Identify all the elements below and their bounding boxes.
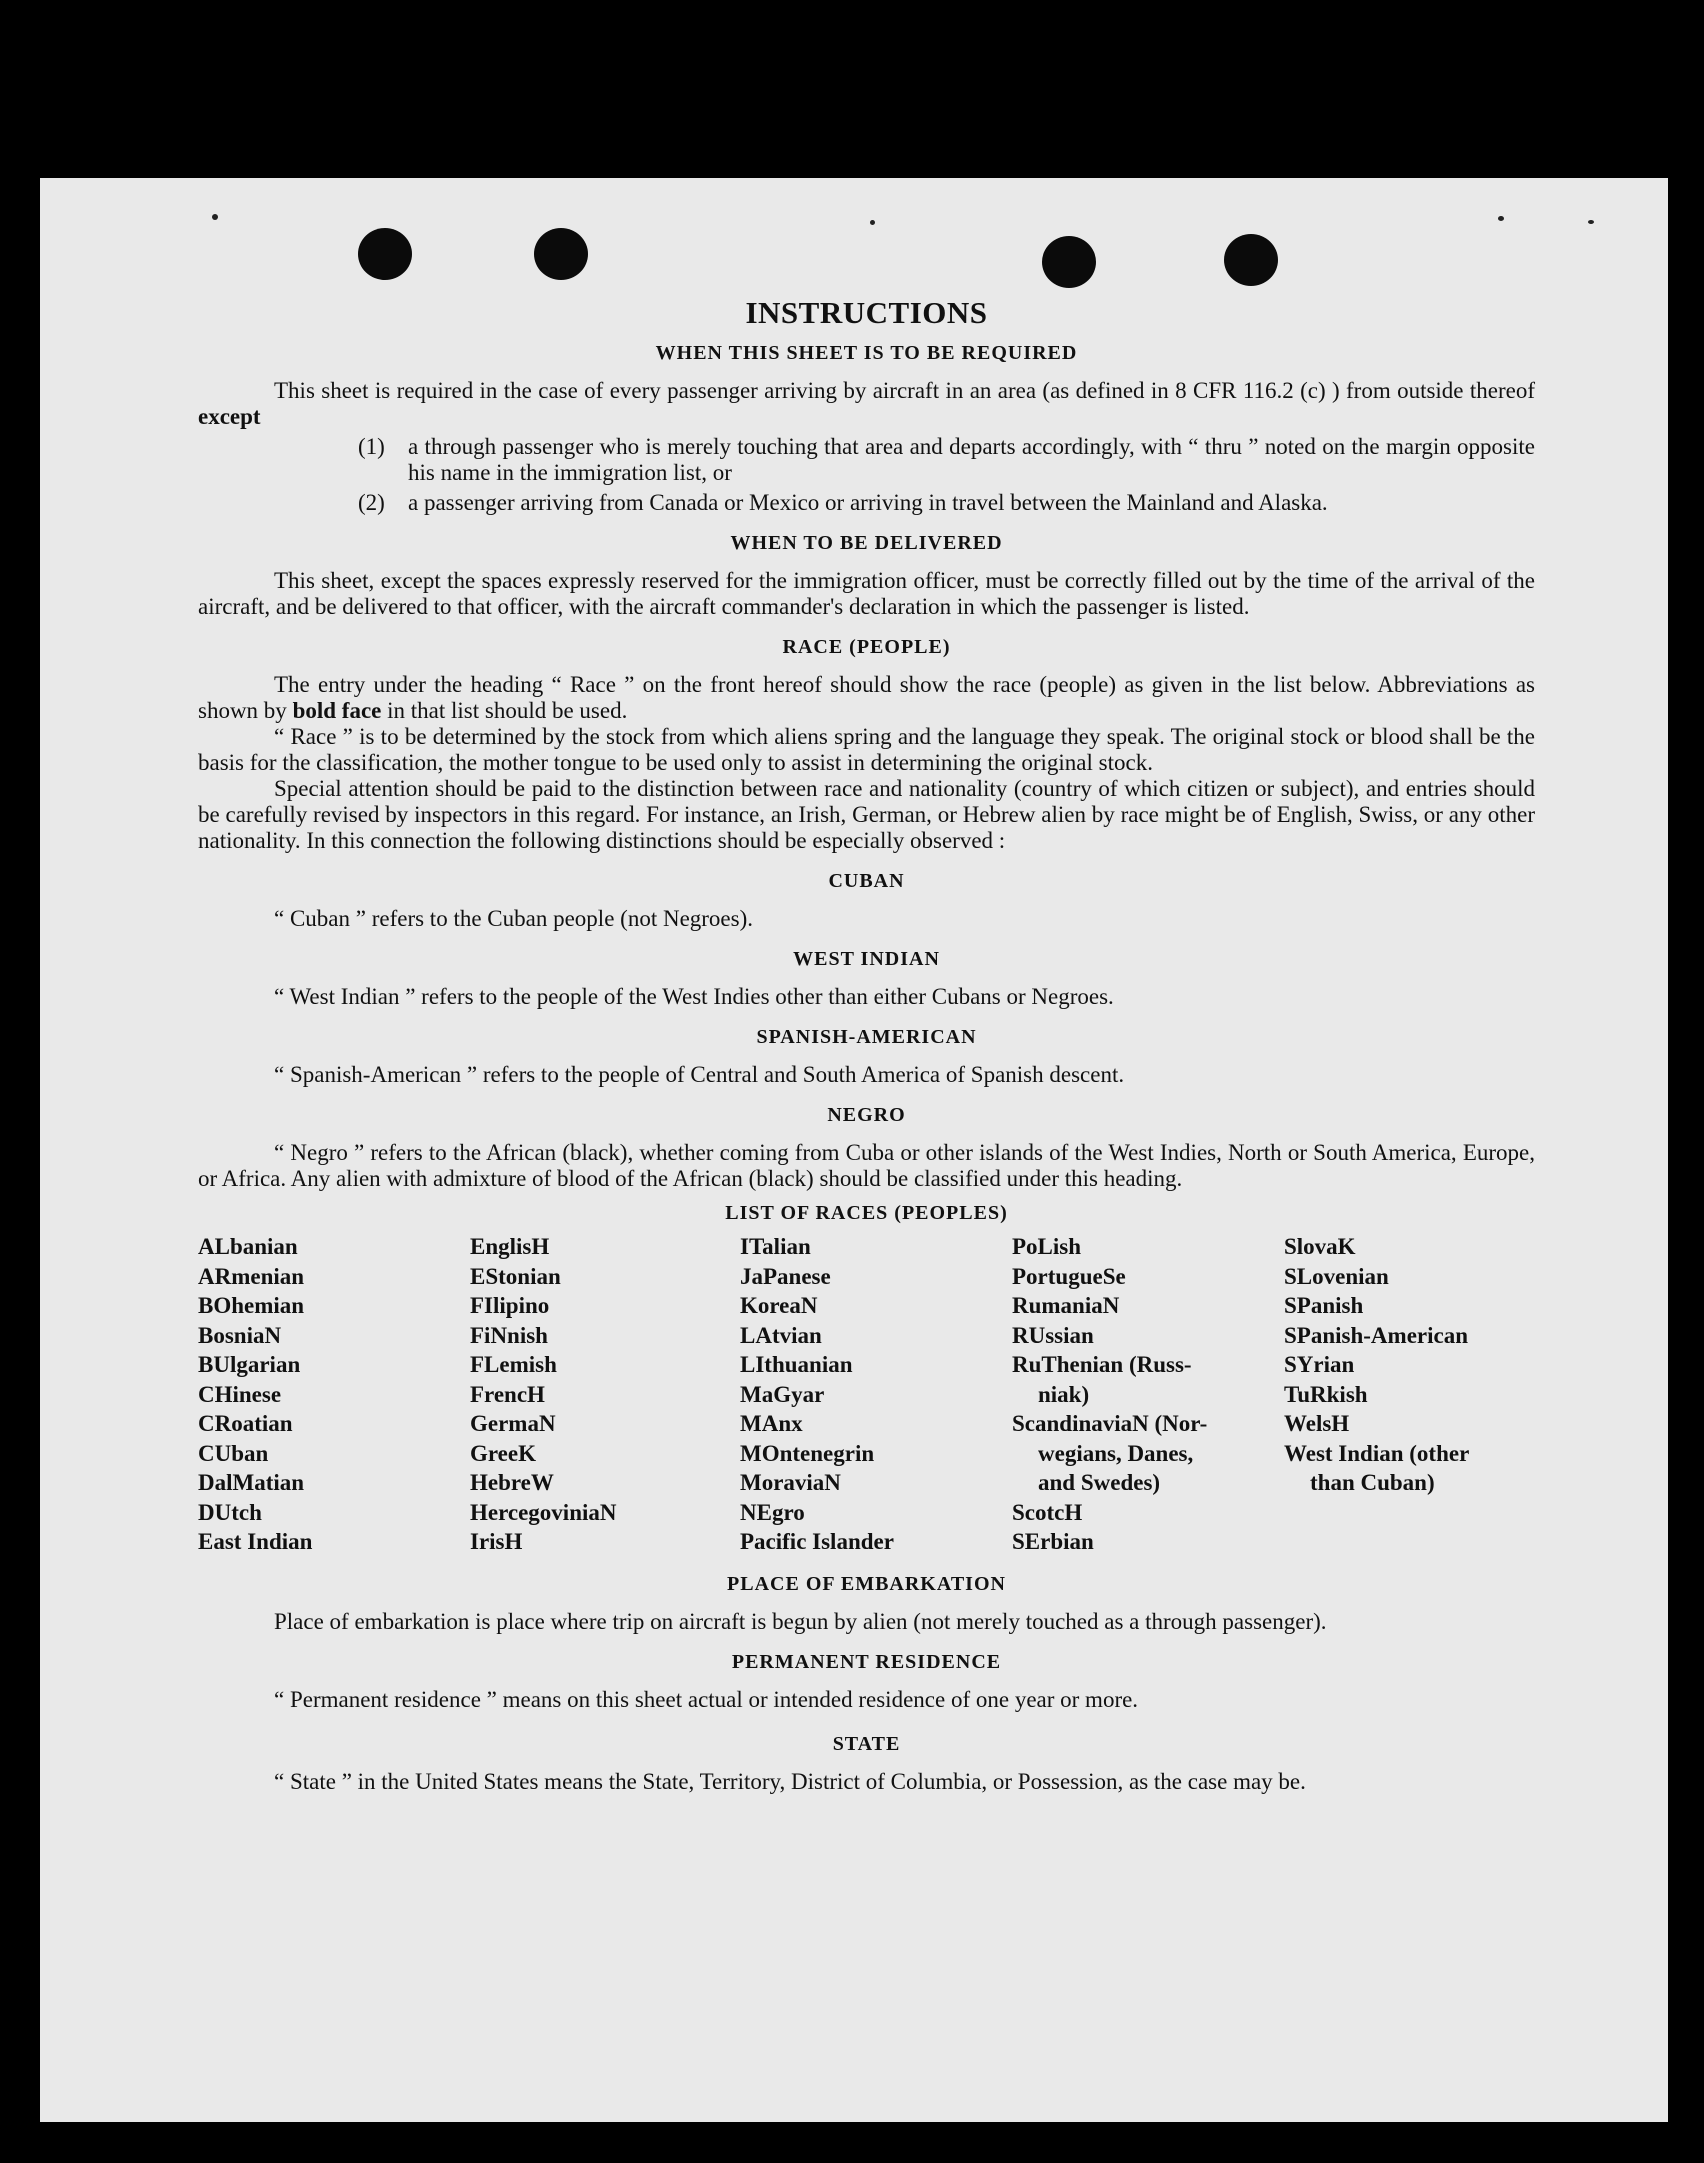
section-heading-when-required: WHEN THIS SHEET IS TO BE REQUIRED: [655, 342, 1078, 364]
race-entry: EStonian: [470, 1263, 561, 1289]
race-paragraph-1: The entry under the heading “ Race ” on the front hereof should show the race (people) as given in the list below. Abbreviations as shown by bold face in that list should be used.: [198, 672, 1535, 723]
race-entry: FrencH: [470, 1381, 545, 1407]
race-entry: MOntenegrin: [740, 1440, 875, 1466]
punch-hole: [534, 228, 588, 280]
races-list: [198, 1232, 1535, 1557]
race-entry: KoreaN: [740, 1293, 818, 1318]
race-entry: SPanish-American: [1284, 1322, 1468, 1348]
section-heading-embarkation: PLACE OF EMBARKATION: [727, 1572, 1006, 1595]
race-entry: NEgro: [740, 1499, 805, 1525]
list-item: (1) a through passenger who is merely touching that area and departs accordingly, with “ thru ” noted on the margin opposite his name in the immigration list, or: [358, 434, 1535, 485]
section-heading-spanish-american: SPANISH-AMERICAN: [756, 1026, 977, 1048]
race-entry: FIlipino: [470, 1293, 550, 1318]
race-entry: CUban: [198, 1440, 269, 1466]
race-entry: DUtch: [198, 1499, 262, 1525]
embarkation-text: Place of embarkation is place where trip on aircraft is begun by alien (not merely touched as a through passenger).: [274, 1608, 1327, 1634]
race-entry: MAnx: [740, 1411, 803, 1436]
race-paragraph-3: Special attention should be paid to the distinction between race and nationality (country of which citizen or subject), and entries should be carefully revised by inspectors in this regard. For instance, an Irish, German, or Hebrew alien by race might be of English, Swiss, or any other nationality. In this connection the following distinctions should be especially observed :: [198, 776, 1535, 853]
page-title: INSTRUCTIONS: [745, 295, 988, 330]
race-entry: ScotcH: [1012, 1499, 1083, 1525]
race-entry: BUlgarian: [198, 1352, 301, 1377]
race-entry: MaGyar: [740, 1381, 825, 1407]
race-entry: niak): [1038, 1381, 1090, 1407]
document-sheet: [40, 178, 1668, 2122]
section-heading-state: STATE: [832, 1732, 901, 1755]
race-entry: GermaN: [470, 1411, 556, 1436]
race-entry: East Indian: [198, 1529, 313, 1554]
punch-hole: [358, 228, 412, 280]
race-entry: FLemish: [470, 1352, 557, 1377]
when-delivered-text: This sheet, except the spaces expressly reserved for the immigration officer, must be correctly filled out by the time of the arrival of the aircraft, and be delivered to that officer, with the aircraft commander's declaration in which the passenger is listed.: [198, 568, 1535, 619]
race-entry: LIthuanian: [740, 1352, 853, 1377]
section-heading-race: RACE (PEOPLE): [782, 636, 951, 658]
race-entry: PoLish: [1012, 1234, 1082, 1259]
race-entry: BosniaN: [198, 1322, 282, 1348]
race-paragraph-2: “ Race ” is to be determined by the stock from which aliens spring and the language they speak. The original stock or blood shall be the basis for the classification, the mother tongue to be used only to assist in determining the original stock.: [198, 724, 1535, 775]
race-entry: HercegoviniaN: [470, 1499, 617, 1525]
race-entry: IrisH: [470, 1529, 523, 1554]
race-entry: RUssian: [1012, 1322, 1094, 1348]
race-entry: and Swedes): [1038, 1470, 1161, 1495]
state-text: “ State ” in the United States means the State, Territory, District of Columbia, or Possession, as the case may be.: [274, 1768, 1306, 1794]
section-heading-residence: PERMANENT RESIDENCE: [731, 1650, 1002, 1673]
race-entry: ALbanian: [198, 1234, 298, 1259]
race-entry: than Cuban): [1310, 1470, 1435, 1495]
speck-mark: [1588, 220, 1594, 224]
race-entry: ScandinaviaN (Nor-: [1012, 1411, 1208, 1436]
race-entry: EnglisH: [470, 1234, 550, 1259]
speck-mark: [212, 214, 218, 220]
residence-text: “ Permanent residence ” means on this sheet actual or intended residence of one year or more.: [274, 1686, 1139, 1712]
races-column: [1284, 1232, 1535, 1557]
race-entry: West Indian (other: [1284, 1440, 1470, 1466]
section-heading-west-indian: WEST INDIAN: [793, 948, 940, 970]
race-entry: TuRkish: [1284, 1381, 1368, 1407]
race-entry: FiNnish: [470, 1322, 548, 1348]
race-entry: SErbian: [1012, 1529, 1094, 1554]
race-entry: RuThenian (Russ-: [1012, 1352, 1192, 1377]
section-heading-cuban: CUBAN: [828, 870, 905, 892]
race-entry: WelsH: [1284, 1411, 1350, 1436]
speck-mark: [1498, 216, 1504, 221]
races-column: [1012, 1232, 1284, 1557]
punch-hole: [1042, 236, 1096, 288]
race-entry: Pacific Islander: [740, 1529, 894, 1554]
section-heading-negro: NEGRO: [827, 1104, 906, 1126]
race-entry: MoraviaN: [740, 1470, 841, 1495]
cuban-text: “ Cuban ” refers to the Cuban people (not Negroes).: [274, 906, 754, 931]
west-indian-text: “ West Indian ” refers to the people of the West Indies other than either Cubans or Negroes.: [274, 984, 1114, 1009]
spanish-american-text: “ Spanish-American ” refers to the people of Central and South America of Spanish descent.: [274, 1062, 1125, 1087]
race-entry: PortugueSe: [1012, 1263, 1126, 1289]
when-required-intro: This sheet is required in the case of every passenger arriving by aircraft in an area (as defined in 8 CFR 116.2 (c) ) from outside thereof except: [198, 378, 1535, 429]
race-entry: SlovaK: [1284, 1234, 1356, 1259]
race-entry: SLovenian: [1284, 1263, 1389, 1289]
race-entry: wegians, Danes,: [1038, 1440, 1194, 1466]
speck-mark: [870, 220, 875, 225]
race-entry: RumaniaN: [1012, 1293, 1120, 1318]
race-entry: GreeK: [470, 1440, 536, 1466]
list-item: (2) a passenger arriving from Canada or Mexico or arriving in travel between the Mainland and Alaska.: [358, 490, 1328, 515]
race-entry: SYrian: [1284, 1352, 1355, 1377]
race-entry: ARmenian: [198, 1263, 305, 1289]
race-entry: HebreW: [470, 1470, 554, 1495]
negro-text: “ Negro ” refers to the African (black), whether coming from Cuba or other islands of the West Indies, North or South America, Europe, or Africa. Any alien with admixture of blood of the African (black) should be classified under this heading.: [198, 1140, 1535, 1191]
race-entry: LAtvian: [740, 1322, 822, 1348]
race-entry: BOhemian: [198, 1293, 305, 1318]
punch-hole: [1224, 234, 1278, 286]
races-column: [470, 1232, 740, 1557]
section-heading-when-delivered: WHEN TO BE DELIVERED: [730, 532, 1003, 554]
section-heading-list-of-races: LIST OF RACES (PEOPLES): [725, 1202, 1008, 1224]
race-entry: DalMatian: [198, 1470, 305, 1495]
race-entry: JaPanese: [740, 1263, 831, 1289]
instructions-content: [198, 295, 1535, 1795]
races-column: [198, 1232, 470, 1557]
races-column: [740, 1232, 1012, 1557]
race-entry: ITalian: [740, 1234, 811, 1259]
race-entry: CRoatian: [198, 1411, 293, 1436]
race-entry: SPanish: [1284, 1293, 1364, 1318]
race-entry: CHinese: [198, 1381, 282, 1407]
